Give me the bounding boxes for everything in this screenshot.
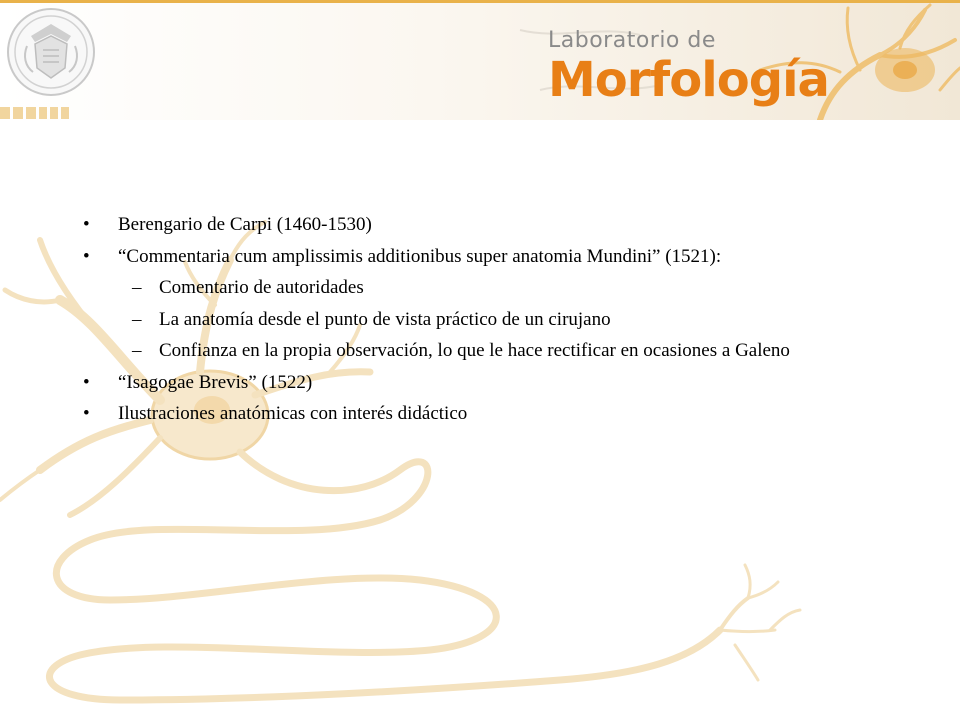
- bullet-marker: •: [83, 246, 90, 267]
- sub-bullet-text: Comentario de autoridades: [159, 277, 364, 298]
- bullet-text: “Commentaria cum amplissimis additionibus super anatomia Mundini” (1521):: [118, 246, 722, 267]
- sub-bullet-text: Confianza en la propia observación, lo que le hace rectificar en ocasiones a Galeno: [159, 340, 790, 361]
- bullet-marker: •: [83, 372, 90, 393]
- sub-bullet-marker: –: [132, 340, 142, 361]
- sub-bullet-marker: –: [132, 277, 142, 298]
- bullet-marker: •: [83, 214, 90, 235]
- bullet-marker: •: [83, 403, 90, 424]
- brand-subtitle: Laboratorio de: [548, 28, 716, 53]
- sub-bullet-marker: –: [132, 309, 142, 330]
- brand-title: Morfología: [548, 52, 829, 108]
- bullet-text: Ilustraciones anatómicas con interés didáctico: [118, 403, 468, 424]
- sub-bullet-text: La anatomía desde el punto de vista práctico de un cirujano: [159, 309, 611, 330]
- bullet-text: Berengario de Carpi (1460-1530): [118, 214, 372, 235]
- bullet-text: “Isagogae Brevis” (1522): [118, 372, 313, 393]
